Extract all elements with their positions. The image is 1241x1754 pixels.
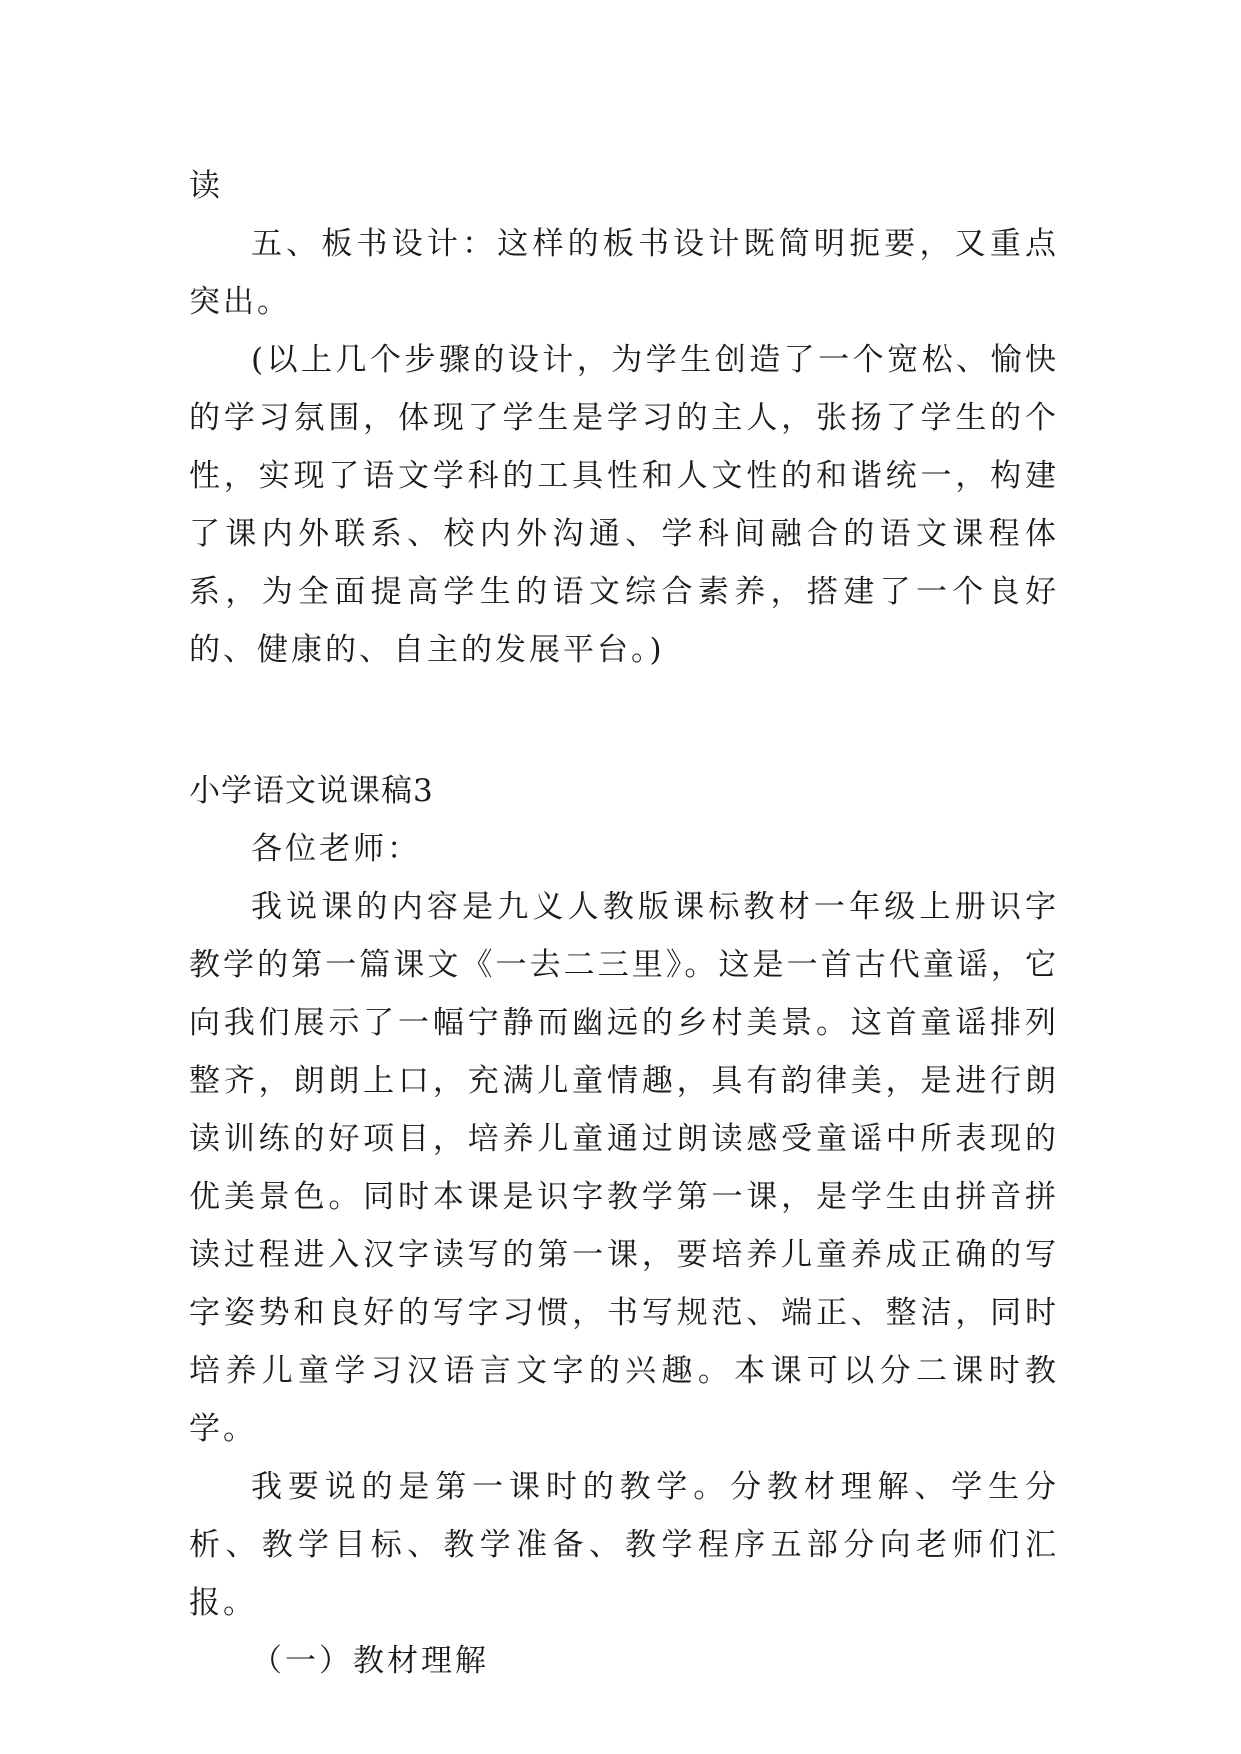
paragraph-continuation: 读 [189,168,223,204]
text-block-lesson-3 [189,762,1059,1690]
subsection-heading: （一）教材理解 [251,1643,489,1679]
paragraph-board-design: 五、板书设计：这样的板书设计既简明扼要，又重点突出。 [189,226,1059,320]
paragraph-lesson-content: 我说课的内容是九义人教版课标教材一年级上册识字教学的第一篇课文《一去二三里》。这是一首古代童谣，它向我们展示了一幅宁静而幽远的乡村美景。这首童谣排列整齐，朗朗上口，充满儿童情趣，具有韵律美，是进行朗读训练的好项目，培养儿童通过朗读感受童谣中所表现的优美景色。同时本课是识字教学第一课，是学生由拼音拼读过程进入汉字读写的第一课，要培养儿童养成正确的写字姿势和良好的写字习惯，书写规范、端正、整洁，同时培养儿童学习汉语言文字的兴趣。本课可以分二课时教学。 [189,889,1059,1447]
paragraph-summary: (以上几个步骤的设计，为学生创造了一个宽松、愉快的学习氛围，体现了学生是学习的主人，张扬了学生的个性，实现了语文学科的工具性和人文性的和谐统一，构建了课内外联系、校内外沟通、学科间融合的语文课程体系，为全面提高学生的语文综合素养，搭建了一个良好的、健康的、自主的发展平台。) [189,342,1059,668]
section-title: 小学语文说课稿3 [189,773,434,809]
text-block-top [189,157,1059,679]
paragraph-lesson-outline: 我要说的是第一课时的教学。分教材理解、学生分析、教学目标、教学准备、教学程序五部分向老师们汇报。 [189,1469,1059,1621]
paragraph-greeting: 各位老师： [251,831,421,867]
